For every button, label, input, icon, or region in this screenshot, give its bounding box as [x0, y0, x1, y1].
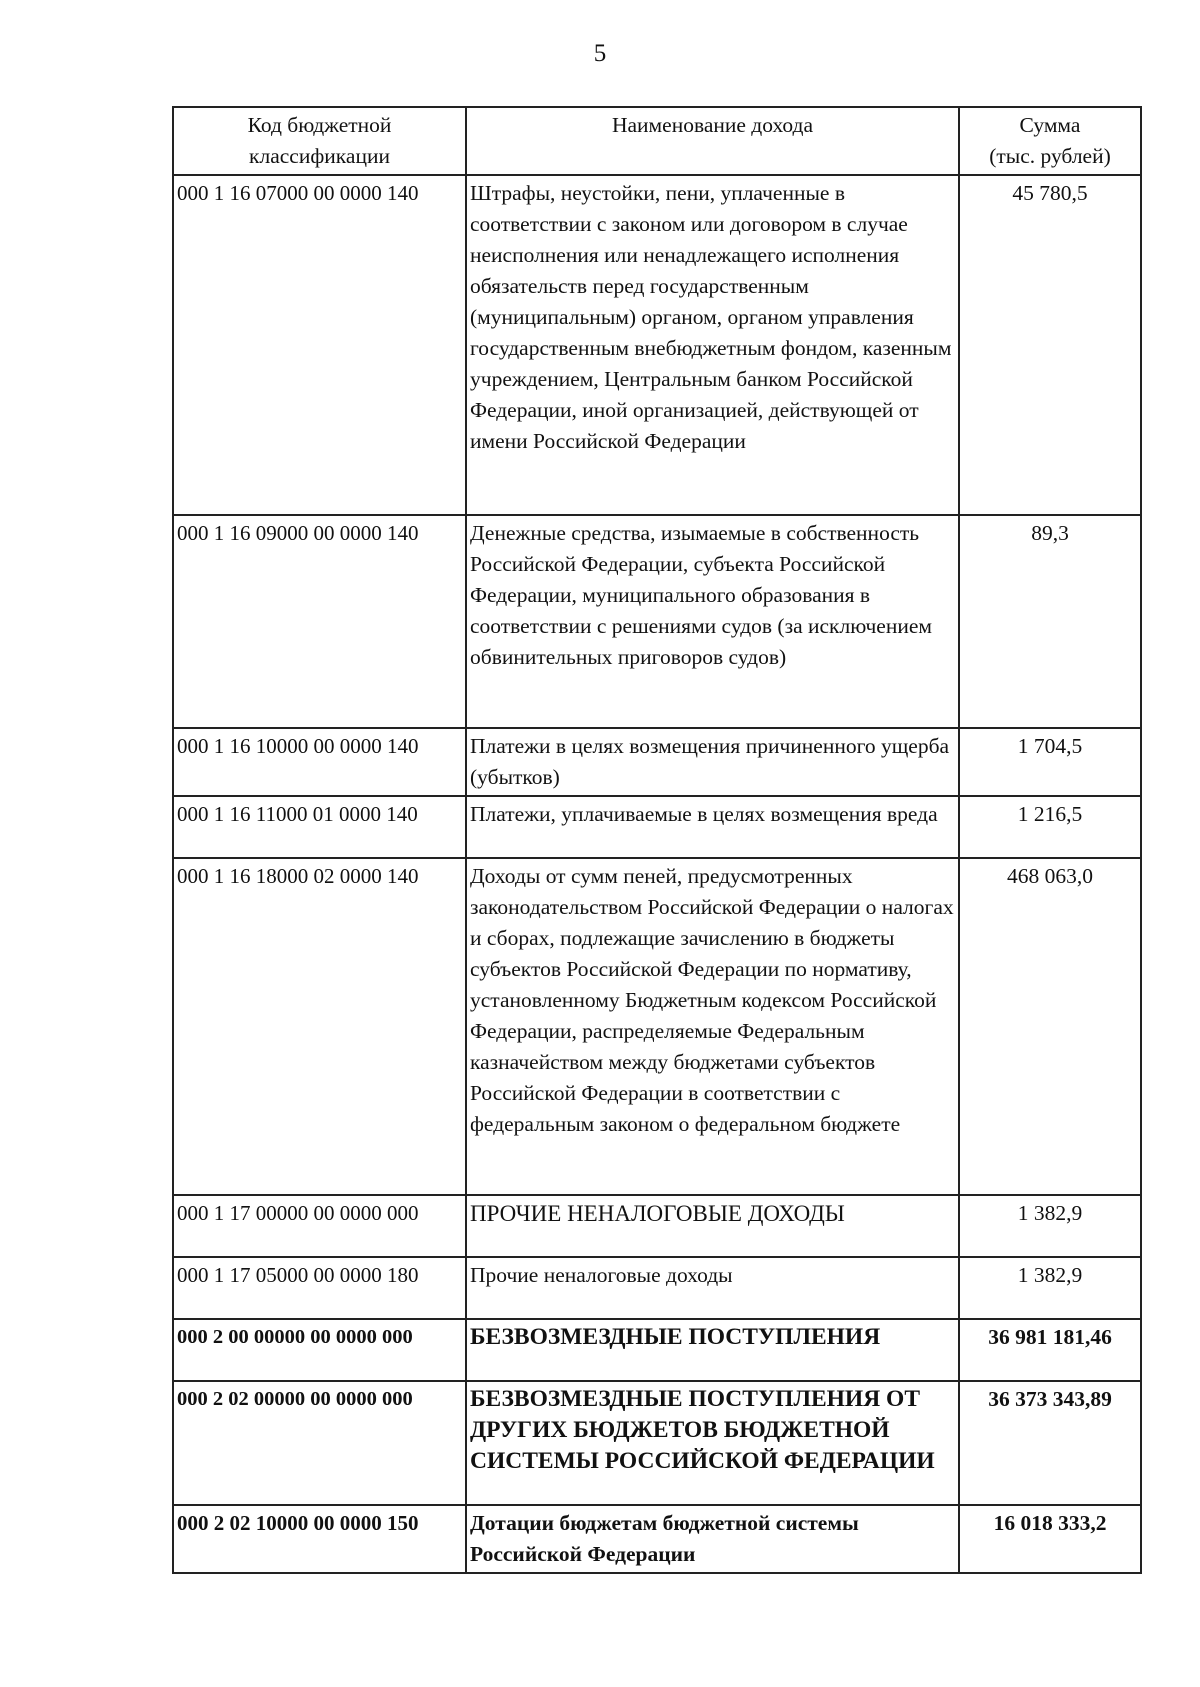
table-row: [173, 1319, 1141, 1381]
row-name: Штрафы, неустойки, пени, уплаченные в соответствии с законом или договором в случае неисполнения или ненадлежащего исполнения обязательств перед государственным (муниципальным) органом, органом управления государственным внебюджетным фондом, казенным учреждением, Центральным банком Российской Федерации, иной организацией, действующей от имени Российской Федерации: [466, 175, 959, 515]
table-row: [173, 1257, 1141, 1319]
row-name: БЕЗВОЗМЕЗДНЫЕ ПОСТУПЛЕНИЯ ОТ ДРУГИХ БЮДЖЕТОВ БЮДЖЕТНОЙ СИСТЕМЫ РОССИЙСКОЙ ФЕДЕРАЦИИ: [466, 1381, 959, 1505]
row-amount: 1 382,9: [959, 1195, 1141, 1257]
row-name: Денежные средства, изымаемые в собственность Российской Федерации, субъекта Российской Федерации, муниципального образования в соответствии с решениями судов (за исключением обвинительных приговоров судов): [466, 515, 959, 728]
row-amount: 1 216,5: [959, 796, 1141, 858]
row-code: 000 2 00 00000 00 0000 000: [173, 1319, 466, 1381]
table-row: [173, 175, 1141, 515]
table-row: [173, 1381, 1141, 1505]
row-amount: 45 780,5: [959, 175, 1141, 515]
row-name: Прочие неналоговые доходы: [466, 1257, 959, 1319]
row-code: 000 1 16 07000 00 0000 140: [173, 175, 466, 515]
row-code: 000 1 16 18000 02 0000 140: [173, 858, 466, 1195]
row-code: 000 2 02 10000 00 0000 150: [173, 1505, 466, 1573]
header-amount: [959, 107, 1141, 175]
revenue-table: [172, 106, 1142, 1574]
row-amount: 36 373 343,89: [959, 1381, 1141, 1505]
header-name: Наименование дохода: [466, 107, 959, 175]
row-name: Дотации бюджетам бюджетной системы Российской Федерации: [466, 1505, 959, 1573]
row-name: Платежи, уплачиваемые в целях возмещения вреда: [466, 796, 959, 858]
row-name: БЕЗВОЗМЕЗДНЫЕ ПОСТУПЛЕНИЯ: [466, 1319, 959, 1381]
page-number: 5: [593, 40, 607, 67]
row-amount: 89,3: [959, 515, 1141, 728]
row-name: Платежи в целях возмещения причиненного ущерба (убытков): [466, 728, 959, 796]
row-code: 000 1 16 09000 00 0000 140: [173, 515, 466, 728]
row-code: 000 2 02 00000 00 0000 000: [173, 1381, 466, 1505]
table-row: [173, 515, 1141, 728]
row-code: 000 1 17 05000 00 0000 180: [173, 1257, 466, 1319]
table-row: [173, 728, 1141, 796]
row-amount: 1 382,9: [959, 1257, 1141, 1319]
row-name: ПРОЧИЕ НЕНАЛОГОВЫЕ ДОХОДЫ: [466, 1195, 959, 1257]
row-code: 000 1 16 11000 01 0000 140: [173, 796, 466, 858]
row-amount: 1 704,5: [959, 728, 1141, 796]
header-code: [173, 107, 466, 175]
header-amount-line2: (тыс. рублей): [989, 144, 1111, 168]
table-row: [173, 796, 1141, 858]
table-row: [173, 858, 1141, 1195]
row-amount: 36 981 181,46: [959, 1319, 1141, 1381]
table-row: [173, 1195, 1141, 1257]
header-amount-line1: Сумма: [1019, 113, 1081, 137]
header-code-line1: Код бюджетной: [247, 113, 392, 137]
row-code: 000 1 17 00000 00 0000 000: [173, 1195, 466, 1257]
row-amount: 16 018 333,2: [959, 1505, 1141, 1573]
header-code-line2: классификации: [249, 144, 390, 168]
row-code: 000 1 16 10000 00 0000 140: [173, 728, 466, 796]
table-row: [173, 1505, 1141, 1573]
row-amount: 468 063,0: [959, 858, 1141, 1195]
table-header-row: [173, 107, 1141, 175]
row-name: Доходы от сумм пеней, предусмотренных законодательством Российской Федерации о налогах и сборах, подлежащие зачислению в бюджеты субъектов Российской Федерации по нормативу, установленному Бюджетным кодексом Российской Федерации, распределяемые Федеральным казначейством между бюджетами субъектов Российской Федерации в соответствии с федеральным законом о федеральном бюджете: [466, 858, 959, 1195]
